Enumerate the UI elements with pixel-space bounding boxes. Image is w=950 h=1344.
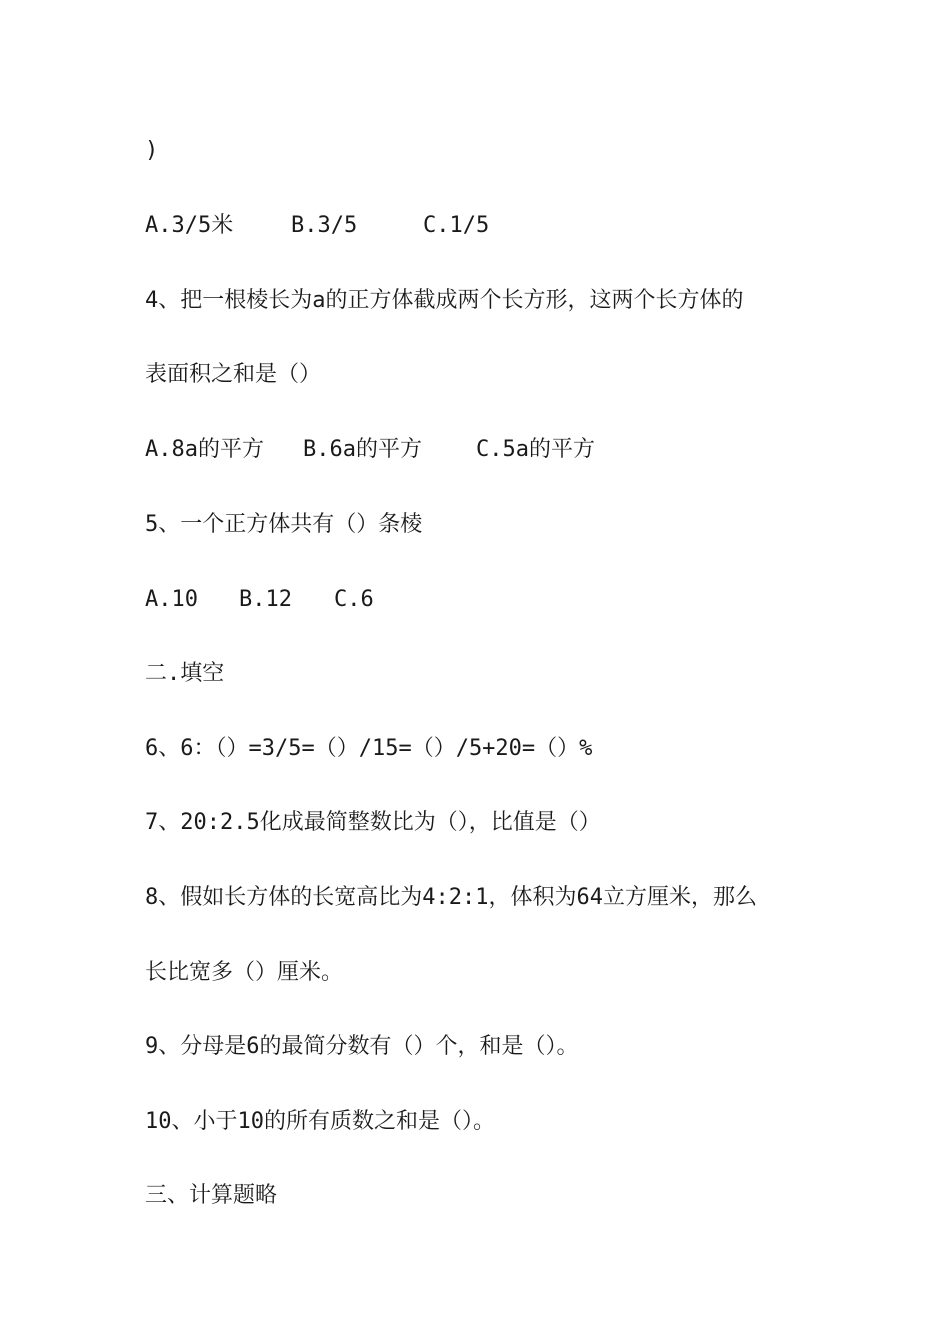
- question-5: 5、一个正方体共有（）条棱: [145, 512, 423, 537]
- section-heading-fill-blank: 二.填空: [145, 661, 225, 686]
- question-10: 10、小于10的所有质数之和是（）。: [145, 1109, 495, 1134]
- question-6: 6、6：（）=3/5=（）/15=（）/5+20=（）%: [145, 736, 593, 761]
- question-7: 7、20:2.5化成最简整数比为（），比值是（）: [145, 810, 601, 835]
- option-b-q3: B.3/5: [291, 213, 358, 238]
- section-heading-calculation: 三、计算题略: [145, 1183, 278, 1208]
- option-c-q5: C.6: [334, 587, 374, 612]
- question-8-line-2: 长比宽多（）厘米。: [145, 960, 344, 985]
- text-line-closing-paren: ): [145, 138, 159, 163]
- question-4-line-1: 4、把一根棱长为a的正方体截成两个长方形，这两个长方体的: [145, 288, 744, 313]
- question-8-line-1: 8、假如长方体的长宽高比为4:2:1，体积为64立方厘米，那么: [145, 885, 757, 910]
- question-4-line-2: 表面积之和是（）: [145, 362, 322, 387]
- option-b-q5: B.12: [239, 587, 292, 612]
- option-a-q5: A.10: [145, 587, 198, 612]
- option-c-q4: C.5a的平方: [476, 437, 595, 462]
- option-b-q4: B.6a的平方: [303, 437, 422, 462]
- option-a-q4: A.8a的平方: [145, 437, 264, 462]
- option-a-q3: A.3/5米: [145, 213, 234, 238]
- question-9: 9、分母是6的最简分数有（）个，和是（）。: [145, 1034, 579, 1059]
- option-c-q3: C.1/5: [423, 213, 490, 238]
